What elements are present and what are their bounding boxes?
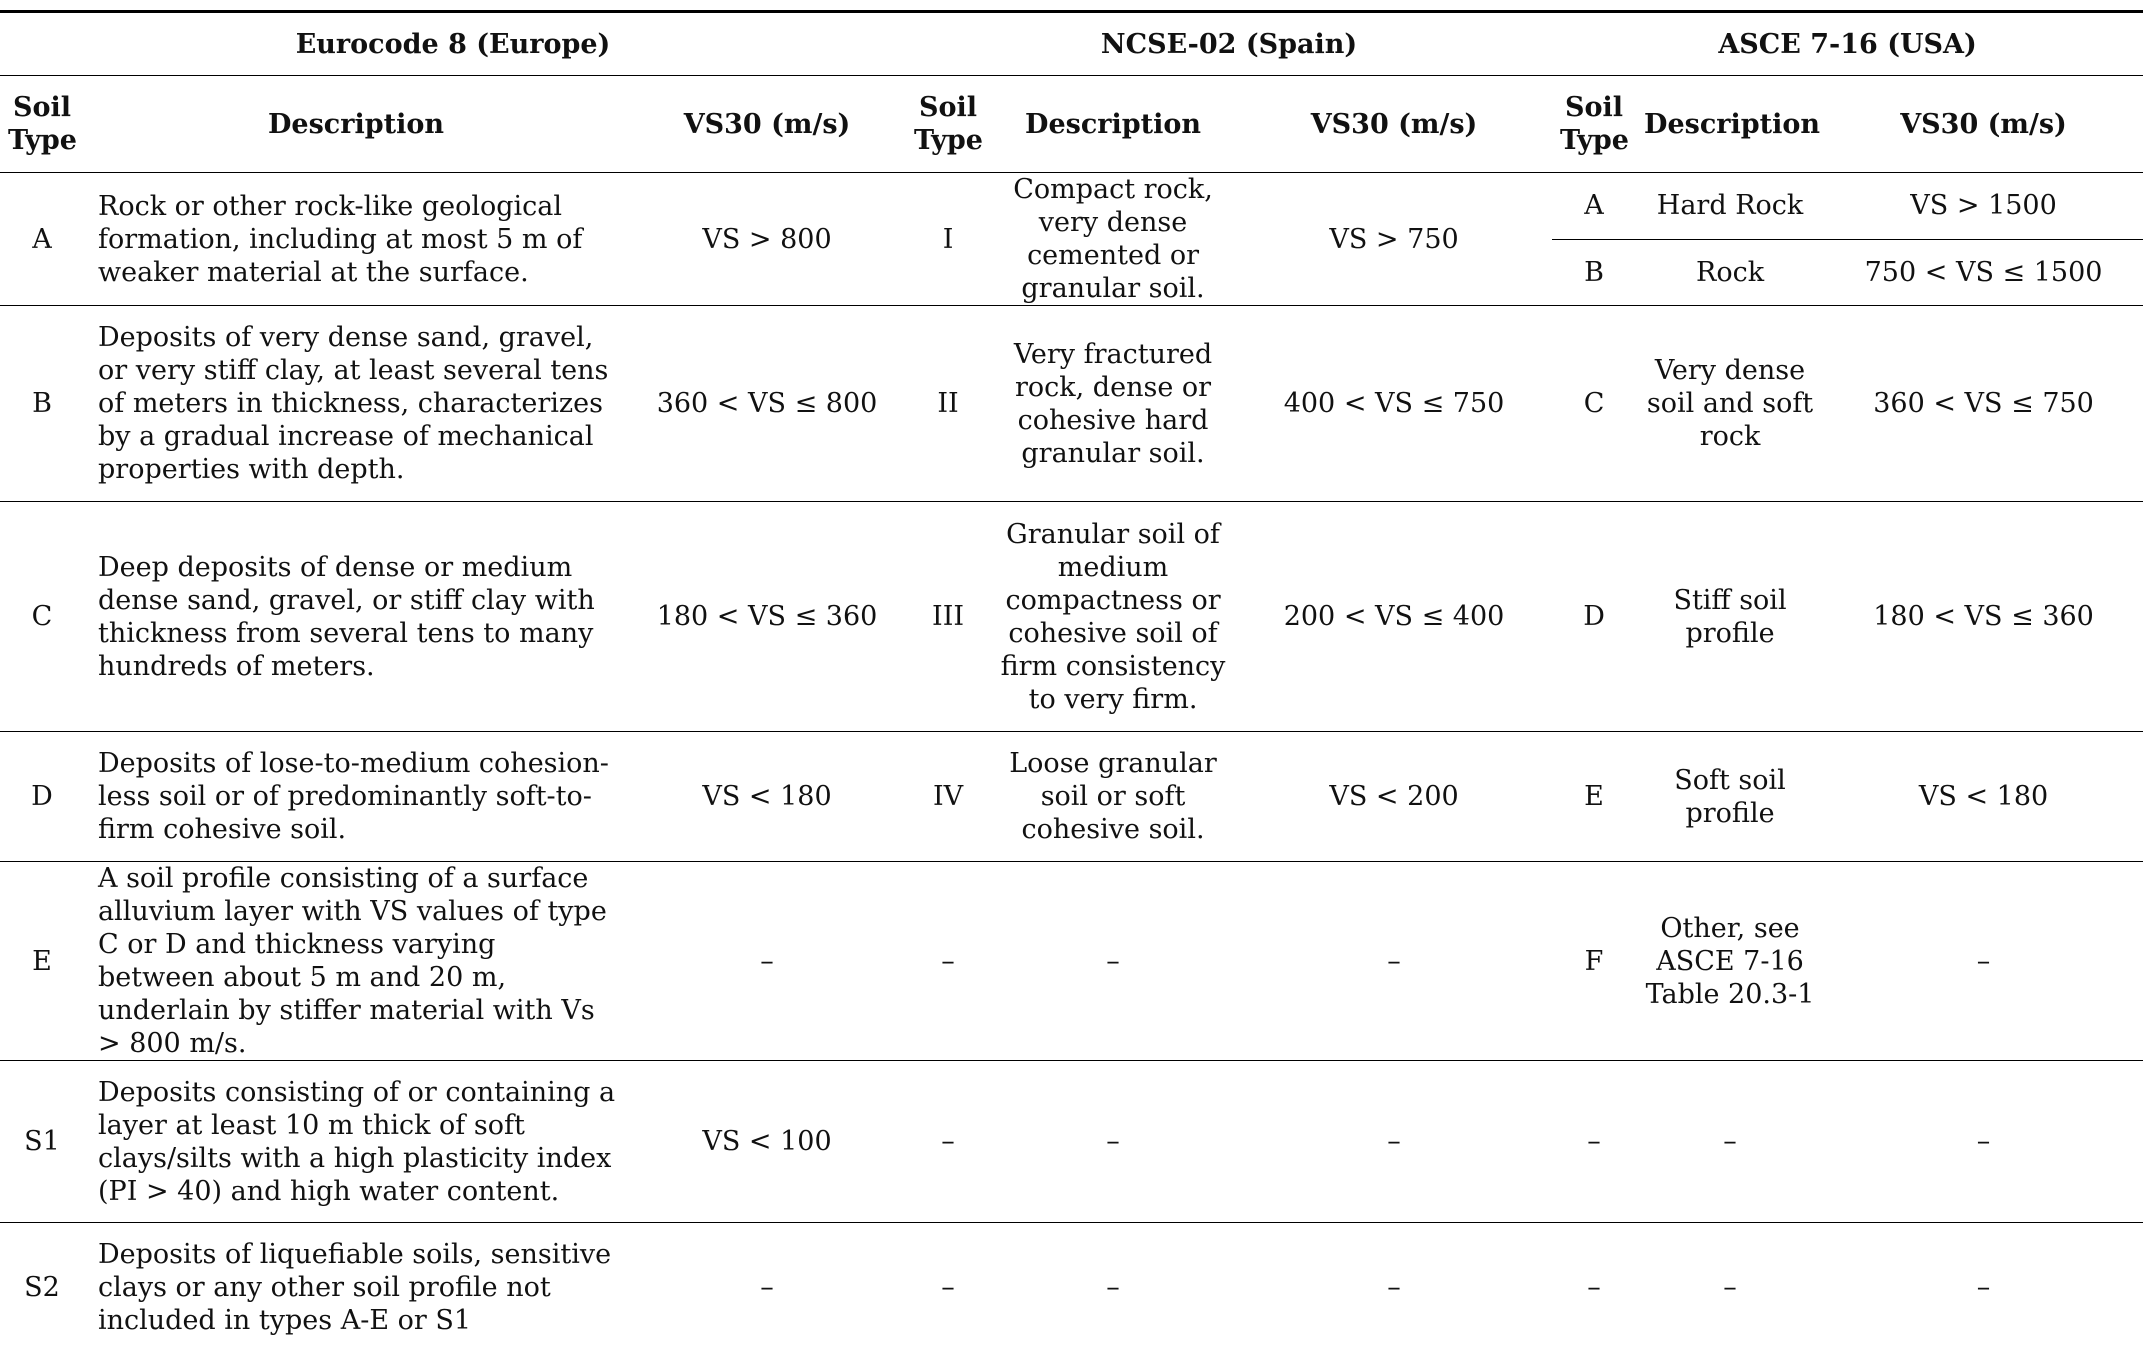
col-header-vs30: VS30 (m/s) xyxy=(628,76,906,173)
ncse-vs30: VS < 200 xyxy=(1236,732,1552,862)
ncse-description: – xyxy=(990,1061,1236,1223)
table-row xyxy=(0,1223,2143,1353)
asce-description: Rock xyxy=(1636,239,1824,306)
eurocode-description: Deposits consisting of or containing a layer at least 10 m thick of soft clays/silts with a high plasticity index (PI > 40) and high water content. xyxy=(84,1061,628,1223)
eurocode-vs30: 360 < VS ≤ 800 xyxy=(628,306,906,502)
asce-vs30: 750 < VS ≤ 1500 xyxy=(1824,239,2143,306)
asce-description: – xyxy=(1723,1272,1737,1304)
ncse-soil-type: II xyxy=(906,306,990,502)
asce-soil-type: E xyxy=(1552,732,1636,862)
asce-vs30: – xyxy=(1824,1061,2143,1223)
group-header-eurocode: Eurocode 8 (Europe) xyxy=(0,12,906,76)
eurocode-vs30: VS > 800 xyxy=(628,173,906,306)
eurocode-description: Deposits of lose-to-medium cohesion-less soil or of predominantly soft-to-firm cohesive soil. xyxy=(84,732,628,862)
ncse-soil-type: – xyxy=(906,862,990,1061)
eurocode-description: A soil profile consisting of a surface alluvium layer with VS values of type C or D and thickness varying between about 5 m and 20 m, underlain by stiffer material with Vs > 800 m/s. xyxy=(84,862,628,1061)
ncse-soil-type: – xyxy=(941,1272,955,1304)
soil-classification-table xyxy=(0,10,2143,1353)
asce-description: Very dense soil and soft rock xyxy=(1636,306,1824,502)
eurocode-soil-type: B xyxy=(0,306,84,502)
eurocode-description: Deposits of very dense sand, gravel, or very stiff clay, at least several tens of meters in thickness, characterizes by a gradual increase of mechanical properties with depth. xyxy=(84,306,628,502)
asce-description: Other, see ASCE 7-16 Table 20.3-1 xyxy=(1636,862,1824,1061)
asce-description: – xyxy=(1636,1061,1824,1223)
asce-soil-type: F xyxy=(1552,862,1636,1061)
asce-soil-type: – xyxy=(1587,1272,1601,1304)
col-header-soil-type: Soil Type xyxy=(1552,76,1636,173)
eurocode-vs30: – xyxy=(628,862,906,1061)
ncse-soil-type: III xyxy=(906,502,990,732)
asce-soil-type: B xyxy=(1552,239,1636,306)
ncse-vs30: – xyxy=(1236,1061,1552,1223)
asce-soil-type: – xyxy=(1552,1061,1636,1223)
ncse-description: Loose granular soil or soft cohesive soil. xyxy=(990,732,1236,862)
col-header-description: Description xyxy=(84,76,628,173)
ncse-vs30: 400 < VS ≤ 750 xyxy=(1236,306,1552,502)
asce-description: Soft soil profile xyxy=(1636,732,1824,862)
asce-vs30: – xyxy=(1824,862,2143,1061)
ncse-vs30: – xyxy=(1236,862,1552,1061)
asce-vs30: – xyxy=(1976,1272,1991,1304)
ncse-description: Compact rock, very dense cemented or granular soil. xyxy=(990,173,1236,306)
ncse-description: Granular soil of medium compactness or cohesive soil of firm consistency to very firm. xyxy=(990,502,1236,732)
eurocode-description: Rock or other rock-like geological formation, including at most 5 m of weaker material at the surface. xyxy=(84,173,628,306)
asce-vs30: VS > 1500 xyxy=(1824,173,2143,240)
asce-vs30: 180 < VS ≤ 360 xyxy=(1824,502,2143,732)
eurocode-vs30: VS < 180 xyxy=(628,732,906,862)
col-header-vs30: VS30 (m/s) xyxy=(1824,76,2143,173)
ncse-description: – xyxy=(1106,1272,1120,1304)
asce-soil-type: D xyxy=(1552,502,1636,732)
eurocode-soil-type: S2 xyxy=(24,1272,60,1304)
asce-description: Stiff soil profile xyxy=(1636,502,1824,732)
table-row xyxy=(0,306,2143,502)
col-header-soil-type: Soil Type xyxy=(906,76,990,173)
col-header-description: Description xyxy=(990,76,1236,173)
col-header-vs30: VS30 (m/s) xyxy=(1236,76,1552,173)
asce-description: Hard Rock xyxy=(1636,173,1824,240)
table-row xyxy=(0,173,2143,240)
ncse-vs30: VS > 750 xyxy=(1236,173,1552,306)
col-header-description: Description xyxy=(1636,76,1824,173)
eurocode-vs30: 180 < VS ≤ 360 xyxy=(628,502,906,732)
eurocode-description: Deep deposits of dense or medium dense sand, gravel, or stiff clay with thickness from several tens to many hundreds of meters. xyxy=(84,502,628,732)
eurocode-soil-type: C xyxy=(0,502,84,732)
ncse-soil-type: – xyxy=(906,1061,990,1223)
ncse-description: Very fractured rock, dense or cohesive hard granular soil. xyxy=(990,306,1236,502)
table-row xyxy=(0,862,2143,1061)
group-header-ncse: NCSE-02 (Spain) xyxy=(906,12,1552,76)
table-row xyxy=(0,1061,2143,1223)
table-row xyxy=(0,502,2143,732)
asce-soil-type: C xyxy=(1552,306,1636,502)
asce-soil-type: A xyxy=(1552,173,1636,240)
group-header-asce: ASCE 7-16 (USA) xyxy=(1552,12,2143,76)
eurocode-soil-type: E xyxy=(0,862,84,1061)
ncse-description: – xyxy=(990,862,1236,1061)
eurocode-soil-type: S1 xyxy=(0,1061,84,1223)
ncse-vs30: 200 < VS ≤ 400 xyxy=(1236,502,1552,732)
eurocode-description: Deposits of liquefiable soils, sensitive clays or any other soil profile not included in types A-E or S1 xyxy=(98,1239,612,1337)
eurocode-soil-type: D xyxy=(0,732,84,862)
asce-vs30: 360 < VS ≤ 750 xyxy=(1824,306,2143,502)
table-row xyxy=(0,732,2143,862)
eurocode-vs30: VS < 100 xyxy=(628,1061,906,1223)
eurocode-vs30: – xyxy=(760,1272,774,1304)
ncse-vs30: – xyxy=(1387,1272,1401,1304)
ncse-soil-type: IV xyxy=(906,732,990,862)
col-header-soil-type: Soil Type xyxy=(0,76,84,173)
ncse-soil-type: I xyxy=(906,173,990,306)
asce-vs30: VS < 180 xyxy=(1824,732,2143,862)
eurocode-soil-type: A xyxy=(0,173,84,306)
